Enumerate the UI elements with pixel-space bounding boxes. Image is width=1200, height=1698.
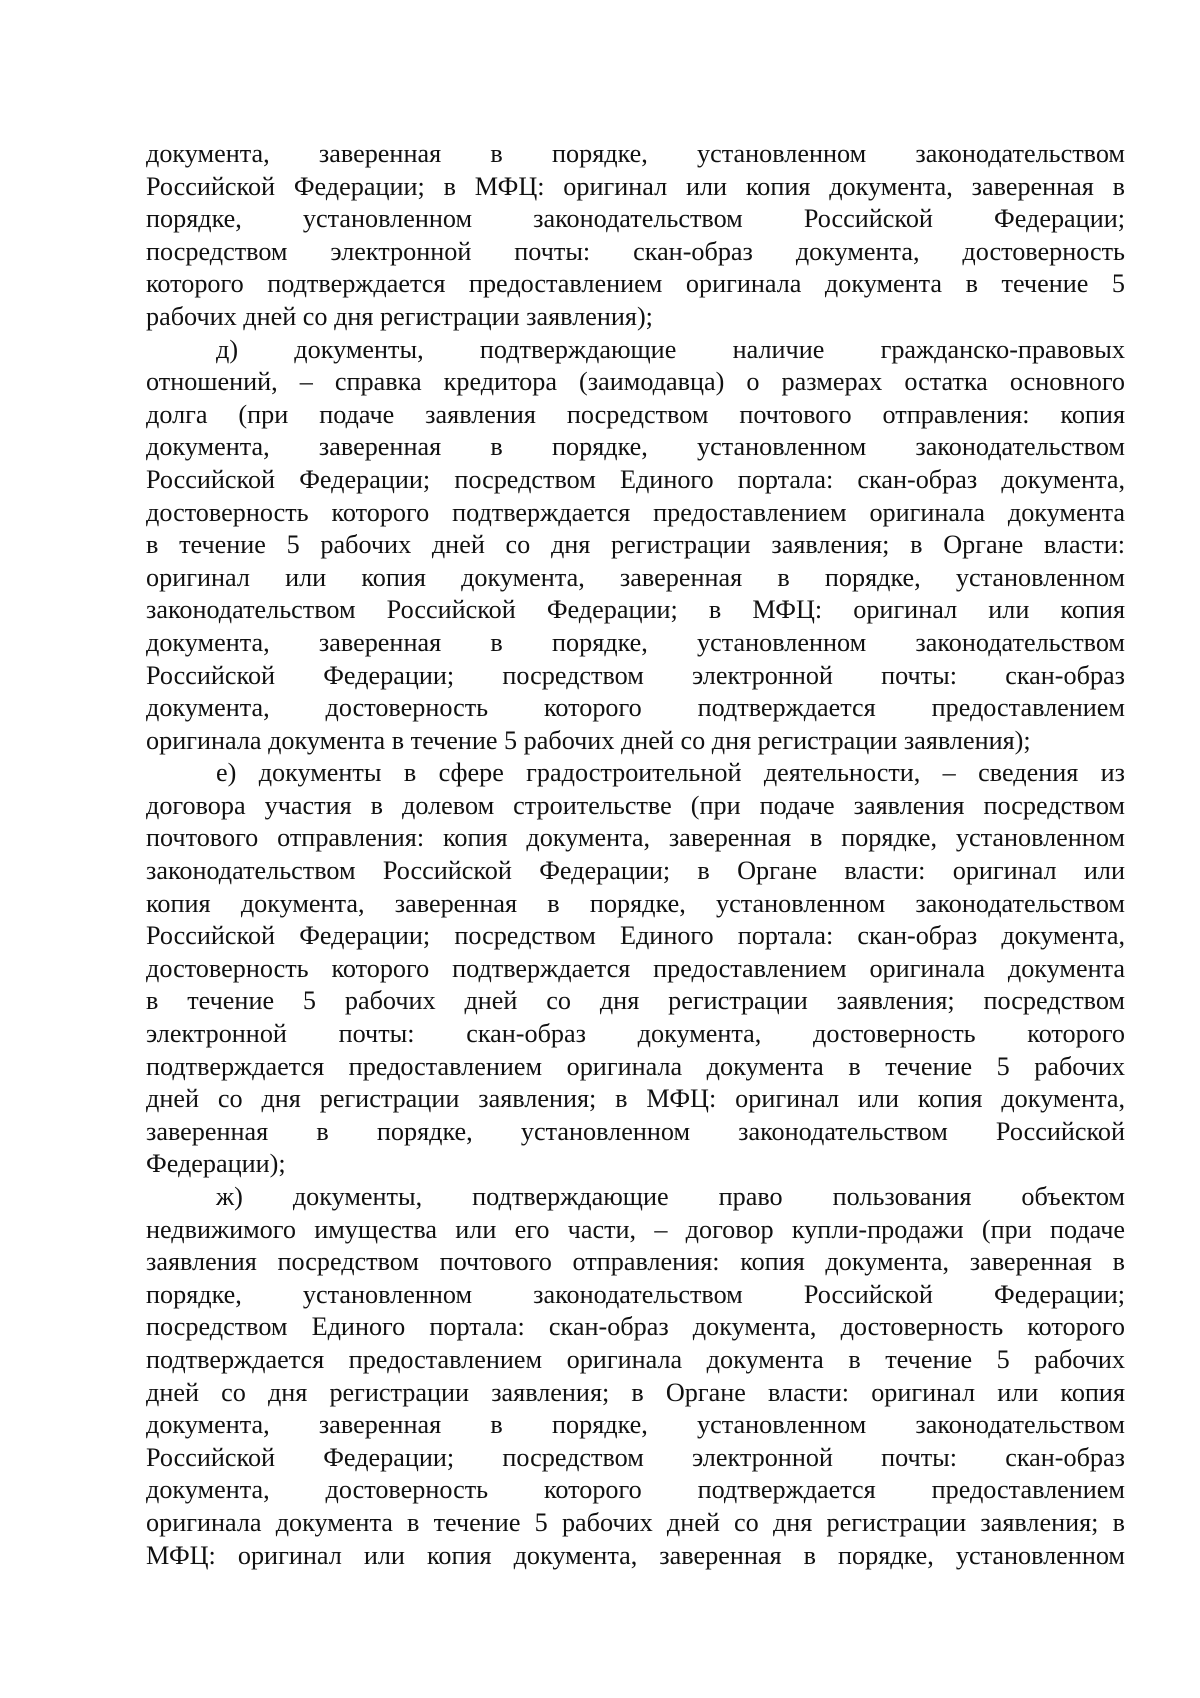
- text-line: документа, заверенная в порядке, установленном законодательством: [146, 1410, 1125, 1440]
- text-line: Российской Федерации; посредством Единого портала: скан-образ документа,: [146, 464, 1125, 494]
- paragraph-first-line: д) документы, подтверждающие наличие гражданско-правовых: [216, 334, 1125, 364]
- text-line: документа, заверенная в порядке, установленном законодательством: [146, 139, 1125, 168]
- text-line: оригинал или копия документа, заверенная в порядке, установленном: [146, 562, 1125, 592]
- text-line: заявления посредством почтового отправления: копия документа, заверенная в: [146, 1247, 1125, 1277]
- text-line: порядке, установленном законодательством Российской Федерации;: [146, 204, 1125, 234]
- text-line: подтверждается предоставлением оригинала документа в течение 5 рабочих: [146, 1051, 1125, 1081]
- text-line: документа, достоверность которого подтверждается предоставлением: [146, 693, 1125, 723]
- text-line: дней со дня регистрации заявления; в Органе власти: оригинал или копия: [146, 1377, 1125, 1407]
- text-line: порядке, установленном законодательством Российской Федерации;: [146, 1279, 1125, 1309]
- text-line: рабочих дней со дня регистрации заявления);: [146, 301, 653, 331]
- text-line: достоверность которого подтверждается предоставлением оригинала документа: [146, 953, 1125, 983]
- text-line: законодательством Российской Федерации; в Органе власти: оригинал или: [146, 856, 1125, 886]
- text-line: Российской Федерации; посредством электронной почты: скан-образ: [146, 660, 1125, 690]
- text-line: недвижимого имущества или его части, – договор купли-продажи (при подаче: [146, 1214, 1125, 1244]
- text-line: заверенная в порядке, установленном законодательством Российской: [146, 1116, 1125, 1146]
- text-line: электронной почты: скан-образ документа, достоверность которого: [146, 1019, 1125, 1049]
- text-line: долга (при подаче заявления посредством почтового отправления: копия: [146, 399, 1125, 429]
- text-line: почтового отправления: копия документа, заверенная в порядке, установленном: [146, 823, 1125, 853]
- text-line: в течение 5 рабочих дней со дня регистрации заявления; в Органе власти:: [146, 530, 1125, 560]
- text-line: посредством электронной почты: скан-образ документа, достоверность: [146, 236, 1125, 266]
- text-line: отношений, – справка кредитора (заимодавца) о размерах остатка основного: [146, 367, 1125, 397]
- text-line: оригинала документа в течение 5 рабочих дней со дня регистрации заявления);: [146, 725, 1031, 755]
- text-line: документа, заверенная в порядке, установленном законодательством: [146, 432, 1125, 462]
- text-line: МФЦ: оригинал или копия документа, заверенная в порядке, установленном: [146, 1540, 1125, 1570]
- text-line: Российской Федерации; в МФЦ: оригинал или копия документа, заверенная в: [146, 171, 1125, 201]
- text-line: дней со дня регистрации заявления; в МФЦ: оригинал или копия документа,: [146, 1084, 1125, 1114]
- text-line: договора участия в долевом строительстве (при подаче заявления посредством: [146, 790, 1125, 820]
- paragraph-first-line: е) документы в сфере градостроительной деятельности, – сведения из: [216, 758, 1125, 788]
- text-line: Федерации);: [146, 1149, 286, 1179]
- text-line: копия документа, заверенная в порядке, установленном законодательством: [146, 888, 1125, 918]
- paragraph-first-line: ж) документы, подтверждающие право пользования объектом: [216, 1182, 1125, 1211]
- text-line: документа, достоверность которого подтверждается предоставлением: [146, 1475, 1125, 1505]
- text-line: посредством Единого портала: скан-образ документа, достоверность которого: [146, 1312, 1125, 1342]
- text-line: подтверждается предоставлением оригинала документа в течение 5 рабочих: [146, 1344, 1125, 1374]
- text-line: документа, заверенная в порядке, установленном законодательством: [146, 627, 1125, 657]
- text-line: Российской Федерации; посредством Единого портала: скан-образ документа,: [146, 921, 1125, 951]
- text-line: оригинала документа в течение 5 рабочих дней со дня регистрации заявления; в: [146, 1507, 1125, 1537]
- text-line: в течение 5 рабочих дней со дня регистрации заявления; посредством: [146, 986, 1125, 1016]
- text-line: законодательством Российской Федерации; в МФЦ: оригинал или копия: [146, 595, 1125, 625]
- text-line: Российской Федерации; посредством электронной почты: скан-образ: [146, 1442, 1125, 1472]
- document-body-text: [146, 138, 1125, 1572]
- text-line: достоверность которого подтверждается предоставлением оригинала документа: [146, 497, 1125, 527]
- text-line: которого подтверждается предоставлением оригинала документа в течение 5: [146, 269, 1125, 299]
